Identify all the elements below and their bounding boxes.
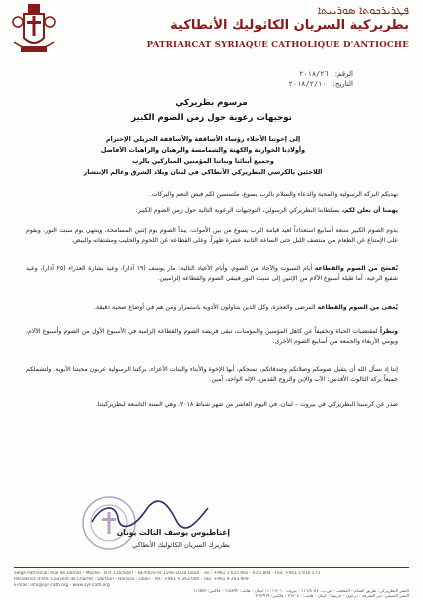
fasting-duration-paragraph: يدوم الصوم الكبير سبعة أسابيع استعداداً لعيد قيامة الرب يسوع من بين الأموات. يبدأ الصوم يوم إثنين المسامحة، وينتهي يوم سبت النور. ويقوم على الإمتناع عن الطعام من منتصف الليل حتى الساعة الثانية عشرة ظهراً، وعلى القطاعة عن اللحوم والحليب ومشتقاته والبيض. — [26, 227, 398, 244]
arabic-organization-name: بطريركية السريان الكاثوليك الأنطاكية — [170, 18, 409, 33]
addressee-line: وجميع أبنائنا وبناتنا المؤمنين المباركين بالرب — [132, 157, 274, 165]
fasting-exceptions-paragraph — [26, 264, 398, 284]
footer-summer-residence-fr: Résidence d'été: Couvent de Charfet - DarOun - Harissa - Liban - Tél.: +961 9 263 040 - Fax: +961 9 263 969 — [14, 577, 249, 582]
fasting-exemptions-paragraph — [26, 303, 398, 313]
footer-address-ar: المقر البطريركي: طريق الشام - المتحف - ص.ب. ١١٦/٥٠٨٧ - بيروت ٢٠١٠-١١٠٦ لبنان - هاتف: ٦١٥٨٩٢ - فاكس: ٦١٦٥٧٣ — [192, 589, 409, 594]
signatory-title: بطريرك السريان الكاثوليك الأنطاكي — [132, 541, 230, 549]
addressee-line: إلى إخوتنا الأجلاء رؤساء الأساقفة والأساقفة الجزيلي الإحترام — [105, 135, 301, 143]
reference-number-label: الرقم: — [334, 70, 353, 78]
signatory-name: إغناطيوس يوسف الثالث يونان — [116, 528, 230, 537]
reference-date-label: التاريخ: — [332, 80, 353, 88]
intro-paragraph — [26, 206, 398, 216]
exemptions-rest: المرضى والعجزة، وكل الذين يتناولون الأدوية باستمرار ومن هم في أوضاع صحية دقيقة. — [94, 304, 318, 311]
mandatory-fasting-paragraph — [26, 327, 398, 347]
reference-date — [289, 80, 353, 88]
exemptions-lead: يُعفى من الصوم والقطاعة — [317, 304, 398, 311]
exceptions-lead: يُفسَح من الصوم والقطاعة — [314, 265, 398, 272]
french-organization-name: PATRIARCAT SYRIAQUE CATHOLIQUE D'ANTIOCHE — [146, 40, 409, 50]
footer-summer-residence-ar: المقر الصيفي: دير الشرفة - درعون - حريصا - لبنان - هاتف: ٢٦٣٠٤٠ - فاكس: ٢٦٣٩٦٩ — [255, 594, 409, 599]
document-title: مرسوم بطريركي — [175, 98, 248, 108]
greeting-paragraph: نهديكم البركة الرسولية والمحبة والدعاء والسلام بالرب يسوع، ملتمسين لكم فيض النعم والبركات. — [149, 191, 398, 198]
addressee-line: وأولادنا الخوارنة والكهنة والشمامسة والرهبان والراهبات الأفاضل — [100, 146, 306, 154]
footer-divider — [14, 567, 409, 568]
patriarchal-coat-of-arms-icon — [6, 2, 62, 56]
mandatory-lead: ونظراً — [379, 328, 398, 335]
intro-lead: يهمنا أن نعلن لكم، — [341, 207, 398, 214]
reference-number-value: ٢٠١٨/٢٦ — [299, 70, 329, 78]
document-subtitle: توجيهات رعوية حول زمن الصوم الكبير — [131, 113, 292, 123]
letterhead — [0, 0, 423, 62]
intro-rest: بسلطاننا البطريركي الرسولي، التوجيهات الرعوية التالية حول زمن الصوم الكبير: — [135, 207, 342, 214]
handwritten-signature-icon — [72, 500, 222, 530]
exceptions-rest: أيام السبوت والآحاد من الصوم، وأيام الأعياد التالية: مار يوسف (١٩ آذار)، وعيد بشارة العذراء (٢٥ آذار)، وعيد شفيع الرعية. أما طيلة أسبوع الآلام من الإثنين إلى سبت النور فيبقى الصوم والقطاعة إلزاميين. — [26, 265, 398, 282]
closing-paragraph: صدر عن كرسينا البطريركي في بيروت – لبنان، في اليوم العاشر من شهر شباط ٢٠١٨، وهي السنة التاسعة لبطريركيتنا. — [95, 401, 398, 408]
blessing-paragraph: إننا إذ نسأل الله أن يتقبل صومكم وصلاتكم وصدقاتكم، نمنحكم، أيها الإخوة والأبناء والبنات الأعزاء، بركتنا الرسولية عربون محبتنا الأبوية. ولتشملكم جميعاً بركة الثالوث الأقدس: الآب والإبن والروح القدس، الإله الواحد، آمين. — [26, 366, 398, 383]
footer-address-fr: Siège Patriarcal: Rue de Damas - Musée - B.P. 116/5087 - BEYROUTH 1106-2010 Liban - Tél.: +961 1 615 892 - 615 894 - Fax: +961 1 616 573 — [14, 571, 321, 576]
reference-number — [299, 70, 353, 78]
syriac-title: ܦܛܪܝܪܟܘܬܐ ܣܘܪܝܝܬܐ — [317, 4, 409, 17]
reference-date-value: ٢٠١٨/٢/١٠ — [288, 80, 327, 88]
addressee-line: اللاجئين بالكرسي البطريركي الأنطاكي في لبنان وبلاد الشرق وعالم الإنتشار — [83, 168, 323, 176]
footer-contact: E-mail: info@syr-cath.org - www.syr-cath.org — [14, 583, 110, 588]
mandatory-rest: لمقتضيات الحياة وتخفيفاً عن كاهل المؤمنين والمؤمنات، تبقى فريضة الصوم والقطاعة إلزامية في الأسبوع الأول من الصوم وأسبوع الآلام، ويومي الأربعاء والجمعة من أسابيع الصوم الأخرى. — [26, 328, 398, 345]
